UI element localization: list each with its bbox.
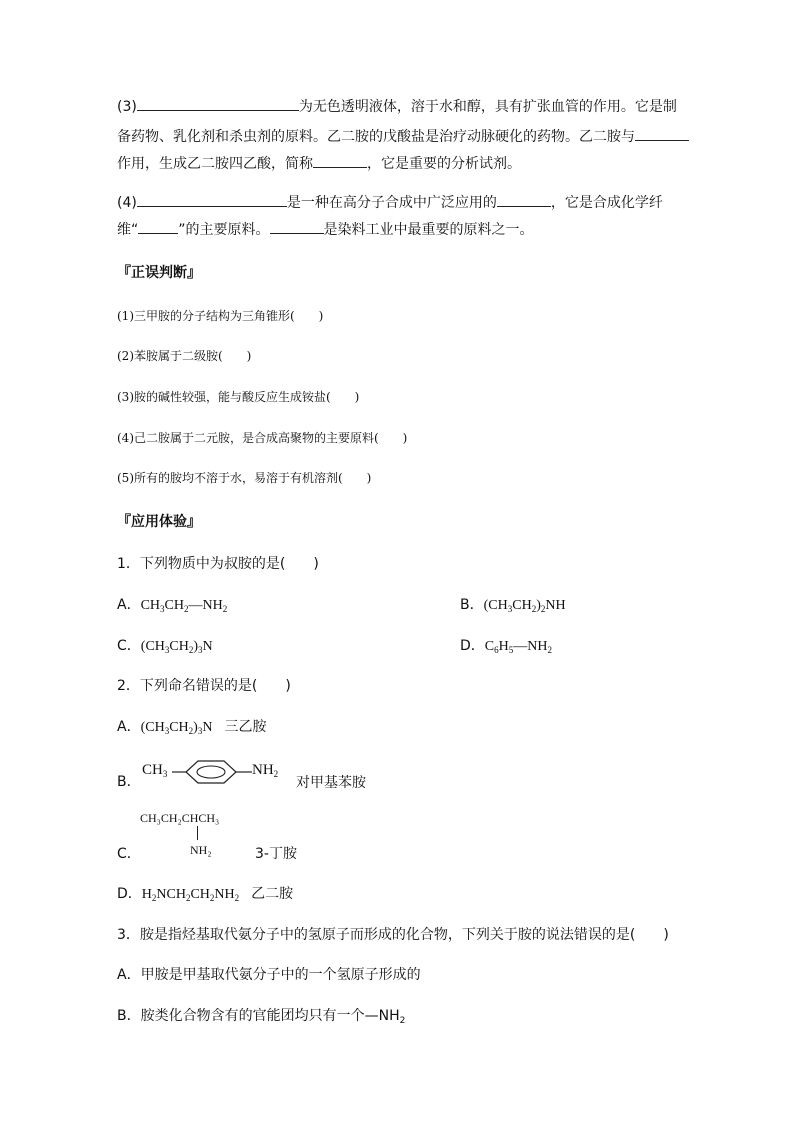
option-a[interactable]: A．$(CH_3CH_2)_3N$ 三乙胺 bbox=[117, 719, 267, 736]
amino-group: NH₂ bbox=[190, 843, 212, 857]
option-c-name: 3-丁胺 bbox=[255, 846, 297, 862]
answer-blank[interactable] bbox=[635, 125, 689, 141]
question-1-stem: 1．下列物质中为叔胺的是( ) bbox=[117, 556, 319, 572]
text: 为无色透明液体，溶于水和醇，具有扩张血管的作用。它是制 bbox=[298, 99, 677, 115]
text: 作用，生成乙二胺四乙酸，简称 bbox=[117, 156, 313, 172]
question-3-stem: 3．胺是指烃基取代氨分子中的氢原子而形成的化合物，下列关于胺的说法错误的是( ) bbox=[117, 927, 669, 943]
apply-heading: 『应用体验』 bbox=[117, 514, 201, 530]
item-number: (3) bbox=[117, 99, 137, 115]
text: ，它是合成化学纤 bbox=[550, 195, 663, 211]
option-d[interactable]: D．$H_2NCH_2CH_2NH_2$ 乙二胺 bbox=[117, 886, 294, 903]
option-a[interactable]: A．甲胺是甲基取代氨分子中的一个氢原子形成的 bbox=[117, 967, 421, 983]
text: 是染料工业中最重要的原料之一。 bbox=[323, 222, 534, 238]
fill-3-line-1 bbox=[117, 95, 677, 117]
question-1-options-cd bbox=[117, 636, 552, 657]
answer-blank[interactable] bbox=[137, 191, 287, 207]
option-c[interactable]: C．$(CH_3CH_2)_3N$ bbox=[117, 638, 213, 655]
fill-4-line-2 bbox=[117, 218, 534, 240]
answer-blank[interactable] bbox=[313, 152, 367, 168]
text: 备药物、乳化剂和杀虫剂的原料。乙二胺的戊酸盐是治疗动脉硬化的药物。乙二胺与 bbox=[117, 129, 635, 145]
answer-blank[interactable] bbox=[138, 218, 178, 234]
butane-chain: CH₃CH₂CHCH₃ bbox=[140, 811, 220, 825]
judge-heading: 『正误判断』 bbox=[117, 265, 201, 281]
text: ”的主要原料。 bbox=[178, 222, 270, 238]
benzene-ring-icon bbox=[172, 757, 256, 791]
text: ，它是重要的分析试剂。 bbox=[367, 156, 521, 172]
option-b[interactable]: B．$(CH_3CH_2)_2NH$ bbox=[460, 597, 566, 614]
methyl-label: $CH_3$ bbox=[142, 762, 168, 779]
fill-4-line-1 bbox=[117, 191, 663, 213]
answer-blank[interactable] bbox=[497, 191, 551, 207]
answer-blank[interactable] bbox=[137, 95, 299, 111]
judge-item: (4)己二胺属于二元胺，是合成高聚物的主要原料( ) bbox=[117, 431, 408, 445]
option-c[interactable]: C． bbox=[117, 846, 141, 862]
fill-3-line-2 bbox=[117, 125, 689, 147]
option-b[interactable]: B．胺类化合物含有的官能团均只有一个$—NH_2$ bbox=[117, 1008, 406, 1026]
answer-blank[interactable] bbox=[270, 218, 324, 234]
text: 是一种在高分子合成中广泛应用的 bbox=[286, 195, 497, 211]
p-toluidine-structure bbox=[138, 757, 288, 791]
amino-label: $NH_2$ bbox=[252, 762, 279, 779]
fill-3-line-3 bbox=[117, 152, 521, 174]
bond-line bbox=[197, 826, 198, 840]
option-a[interactable]: A．$CH_3CH_2—NH_2$ bbox=[117, 597, 228, 614]
question-2-stem: 2．下列命名错误的是( ) bbox=[117, 678, 291, 694]
judge-item: (2)苯胺属于二级胺( ) bbox=[117, 349, 252, 363]
option-b[interactable]: B． bbox=[117, 774, 141, 790]
question-1-options-ab bbox=[117, 595, 566, 616]
judge-item: (3)胺的碱性较强，能与酸反应生成铵盐( ) bbox=[117, 390, 360, 404]
judge-item: (1)三甲胺的分子结构为三角锥形( ) bbox=[117, 309, 324, 323]
option-b-name: 对甲基苯胺 bbox=[296, 775, 366, 791]
text: 维“ bbox=[117, 222, 139, 238]
judge-item: (5)所有的胺均不溶于水，易溶于有机溶剂( ) bbox=[117, 471, 372, 485]
option-d[interactable]: D．$C_6H_5—NH_2$ bbox=[460, 638, 552, 655]
item-number: (4) bbox=[117, 195, 137, 211]
